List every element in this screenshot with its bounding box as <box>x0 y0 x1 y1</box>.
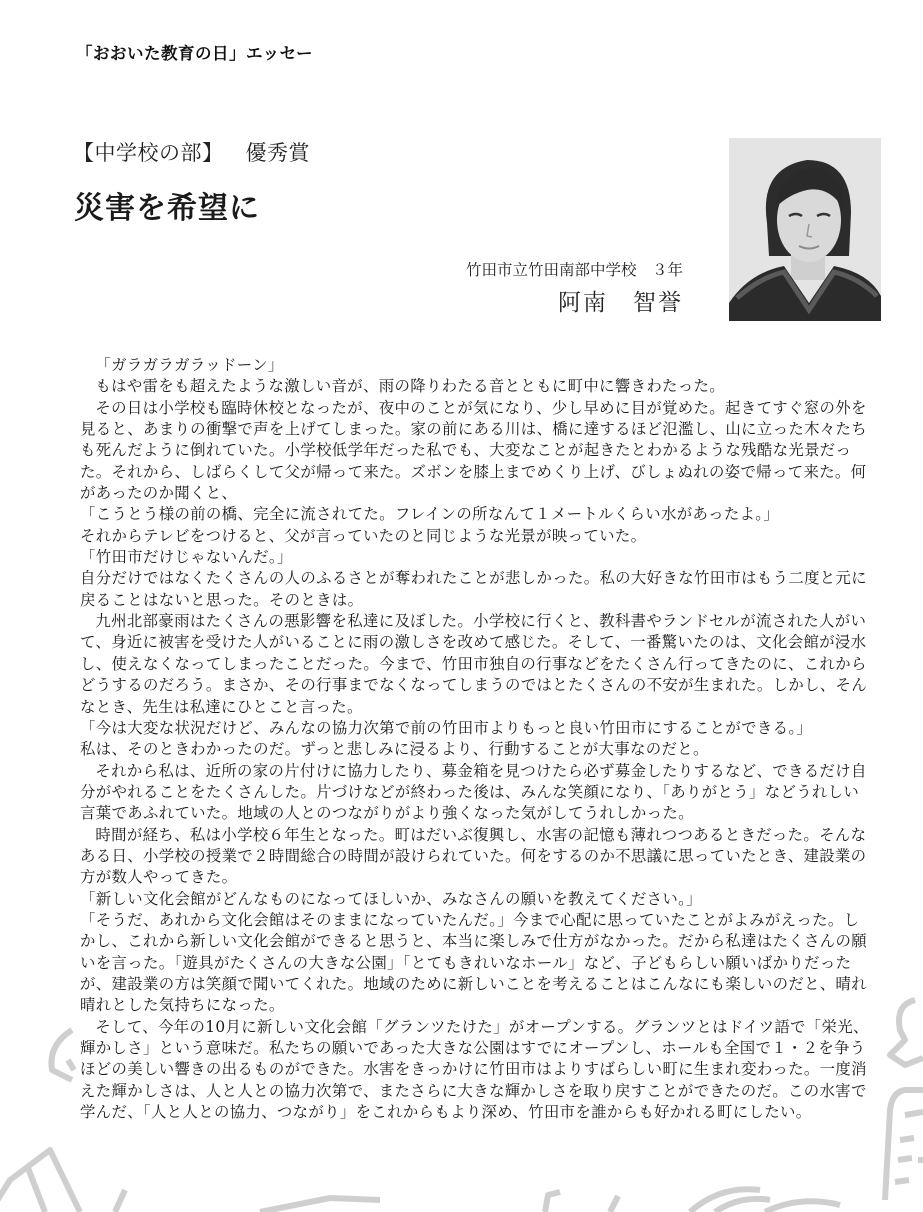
award-category <box>73 137 310 167</box>
essay-paragraph: 「そうだ、あれから文化会館はそのままになっていたんだ。」今まで心配に思っていたことがよみがえった。しかし、これから新しい文化会館ができると思うと、本当に楽しみで仕方がなかった。だから私達はたくさんの願いを言った。「遊具がたくさんの大きな公園」「とてもきれいなホール」など、子どもらしい願いばかりだったが、建設業の方は笑顔で聞いてくれた。地域のために新しいことを考えることはこんなにも楽しいのだと、晴れ晴れとした気持ちになった。 <box>80 910 868 1015</box>
author-name: 阿南 智誉 <box>558 290 683 316</box>
essay-paragraph: その日は小学校も臨時休校となったが、夜中のことが気になり、少し早めに目が覚めた。起きてすぐ窓の外を見ると、あまりの衝撃で声を上げてしまった。家の前にある川は、橋に達するほど氾濫し、山に立った木々たちも死んだように倒れていた。小学校低学年だった私でも、大変なことが起きたとわかるような残酷な光景だった。それから、しばらくして父が帰って来た。ズボンを膝上までめくり上げ、びしょぬれの姿で帰って来た。何があったのか聞くと、 <box>80 398 868 503</box>
series-title: 「おおいた教育の日」エッセー <box>76 44 314 63</box>
essay-paragraph: そして、今年の10月に新しい文化会館「グランツたけた」がオープンする。グランツとはドイツ語で「栄光、輝かしさ」という意味だ。私たちの願いであった大きな公園はすでにオープンし、ホールも全国で１・２を争うほどの美しい響きの出るものができた。水害をきっかけに竹田市はよりすばらしい町に生まれ変わった。一度消えた輝かしさは、人と人との協力次第で、またさらに大きな輝かしさを取り戻すことができたのだ。この水害で学んだ、「人と人との協力、つながり」をこれからもより深め、竹田市を誰からも好かれる町にしたい。 <box>80 1017 869 1122</box>
portrait-photo-icon <box>729 138 881 321</box>
calculator-illustration-icon <box>885 1090 923 1200</box>
ground-illustration-icon <box>115 1190 618 1212</box>
building-illustration-icon <box>0 1150 80 1212</box>
bowl-illustration-icon <box>51 1030 74 1080</box>
essay-paragraph: 「今は大変な状況だけど、みんなの協力次第で前の竹田市よりもっと良い竹田市にすることができる。」 <box>80 718 813 737</box>
author-photo <box>729 138 881 321</box>
essay-paragraph: それからテレビをつけると、父が言っていたのと同じような光景が映っていた。 <box>80 526 647 545</box>
essay-paragraph: 「新しい文化会館がどんなものになってほしいか、みなさんの願いを教えてください。」 <box>80 889 702 908</box>
essay-title: 災害を希望に <box>74 191 260 226</box>
essay-paragraph: 「こうとう様の前の橋、完全に流されてた。フレインの所なんて１メートルくらい水があったよ。」 <box>80 505 780 524</box>
rings-illustration-icon <box>690 1189 840 1212</box>
school-grade: 竹田市立竹田南部中学校 ３年 <box>465 261 683 279</box>
stamp-illustration-icon <box>890 1000 923 1065</box>
essay-paragraph: 時間が経ち、私は小学校６年生となった。町はだいぶ復興し、水害の記憶も薄れつつあるときだった。そんなある日、小学校の授業で２時間総合の時間が設けられていた。何をするのか不思議に思っていたとき、建設業の方が数人やってきた。 <box>80 825 867 887</box>
essay-paragraph: 「竹田市だけじゃないんだ。」 <box>80 548 293 567</box>
essay-paragraph: 自分だけではなくたくさんの人のふるさとが奪われたことが悲しかった。私の大好きな竹田市はもう二度と元に戻ることはないと思った。そのときは。 <box>80 569 868 609</box>
essay-paragraph: 私は、そのときわかったのだ。ずっと悲しみに浸るより、行動することが大事なのだと。 <box>80 740 709 759</box>
essay-paragraph: それから私は、近所の家の片付けに協力したり、募金箱を見つけたら必ず募金したりするなど、できるだけ自分がやれることをたくさんした。片づけなどが終わった後は、みんな笑顔になり、「ありがとう」などうれしい言葉であふれていた。地域の人とのつながりがより強くなった気がしてうれしかった。 <box>80 761 867 823</box>
essay-paragraph: もはや雷をも超えたような激しい音が、雨の降りわたる音とともに町中に響きわたった。 <box>95 377 726 396</box>
award-label: 優秀賞 <box>245 141 310 165</box>
essay-paragraph: 「ガラガラガラッドーン」 <box>95 356 284 374</box>
essay-paragraph: 九州北部豪雨はたくさんの悪影響を私達に及ぼした。小学校に行くと、教科書やランドセルが流された人がいて、身近に被害を受けた人がいることに雨の激しさを改めて感じた。そして、一番驚いたのは、文化会館が浸水し、使えなくなってしまったことだった。今まで、竹田市独自の行事などをたくさん行ってきたのに、これからどうするのだろう。まさか、その行事までなくなってしまうのではとたくさんの不安が生まれた。しかし、そんなとき、先生は私達にひとこと言った。 <box>80 612 868 716</box>
category-label: 【中学校の部】 <box>73 141 224 165</box>
essay-body <box>80 355 870 1123</box>
